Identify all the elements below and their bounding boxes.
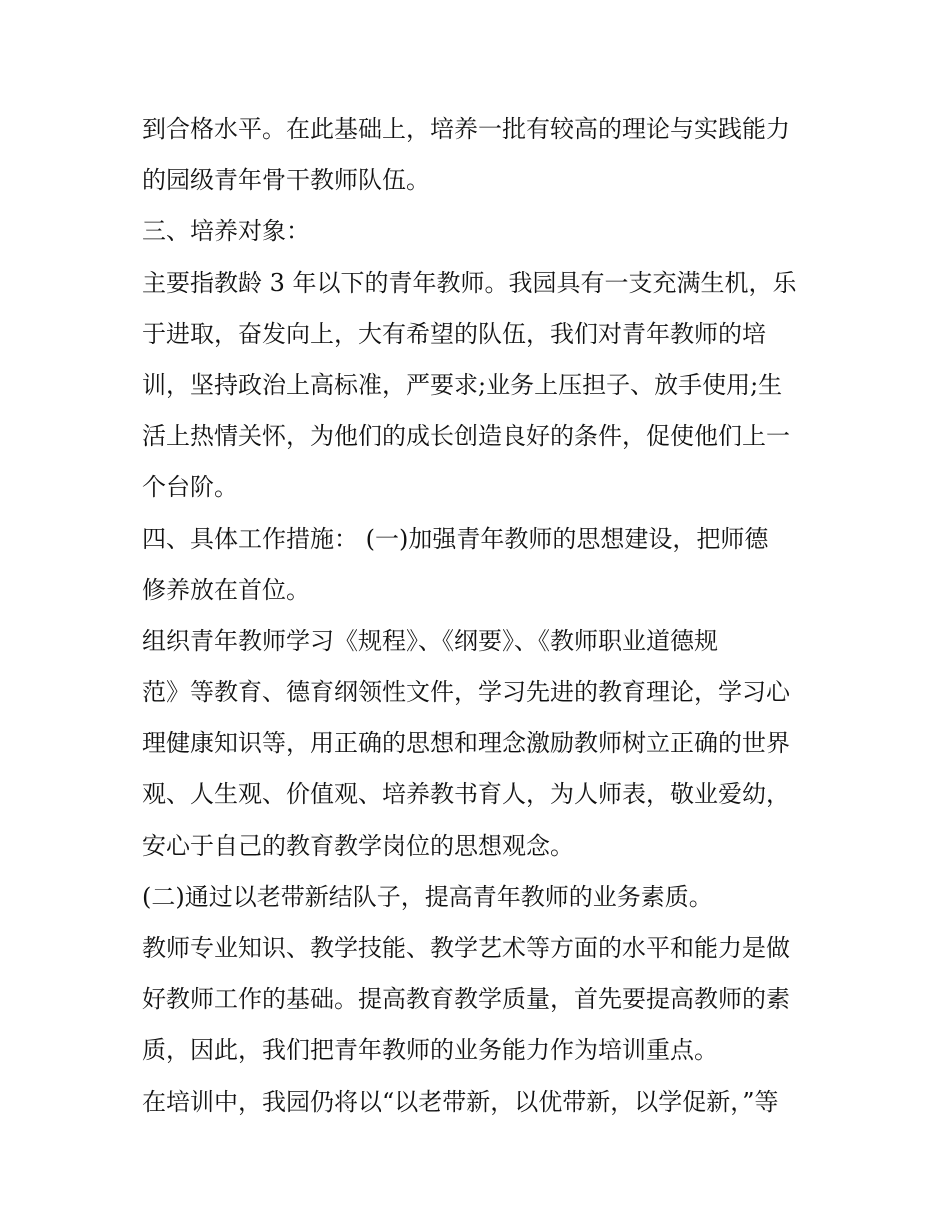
text-line: 安心于自己的教育教学岗位的思想观念。 xyxy=(142,831,574,860)
text-line: 范》等教育、德育纲领性文件，学习先进的教育理论，学习心 xyxy=(142,678,790,707)
text-line: 主要指教龄 3 年以下的青年教师。我园具有一支充满生机，乐 xyxy=(142,268,797,297)
text-line: 组织青年教师学习《规程》、《纲要》、《教师职业道德规 xyxy=(142,626,718,655)
text-line: 在培训中，我园仍将以“以老带新，以优带新，以学促新，”等 xyxy=(142,1087,779,1116)
text-line: 观、人生观、价值观、培养教书育人，为人师表，敬业爱幼， xyxy=(142,780,790,809)
text-line: 的园级青年骨干教师队伍。 xyxy=(142,166,430,195)
text-line: 到合格水平。在此基础上，培养一批有较高的理论与实践能力 xyxy=(142,115,790,143)
text-line: 好教师工作的基础。提高教育教学质量，首先要提高教师的素 xyxy=(142,985,790,1014)
body-text xyxy=(142,104,822,1128)
text-line: 个台阶。 xyxy=(142,473,238,502)
text-line: 修养放在首位。 xyxy=(142,575,310,604)
text-line: 训，坚持政治上高标准，严要求;业务上压担子、放手使用;生 xyxy=(142,370,783,399)
text-line: 质，因此，我们把青年教师的业务能力作为培训重点。 xyxy=(142,1036,718,1065)
text-line: 活上热情关怀，为他们的成长创造良好的条件，促使他们上一 xyxy=(142,422,790,451)
text-line: 教师专业知识、教学技能、教学艺术等方面的水平和能力是做 xyxy=(142,934,790,962)
subsection-heading: (二)通过以老带新结队子，提高青年教师的业务素质。 xyxy=(142,882,713,911)
section-heading: 三、培养对象： xyxy=(142,217,310,246)
section-heading: 四、具体工作措施： (一)加强青年教师的思想建设，把师德 xyxy=(142,524,769,553)
text-line: 于进取，奋发向上，大有希望的队伍，我们对青年教师的培 xyxy=(142,319,766,348)
text-line: 理健康知识等，用正确的思想和理念激励教师树立正确的世界 xyxy=(142,729,790,758)
